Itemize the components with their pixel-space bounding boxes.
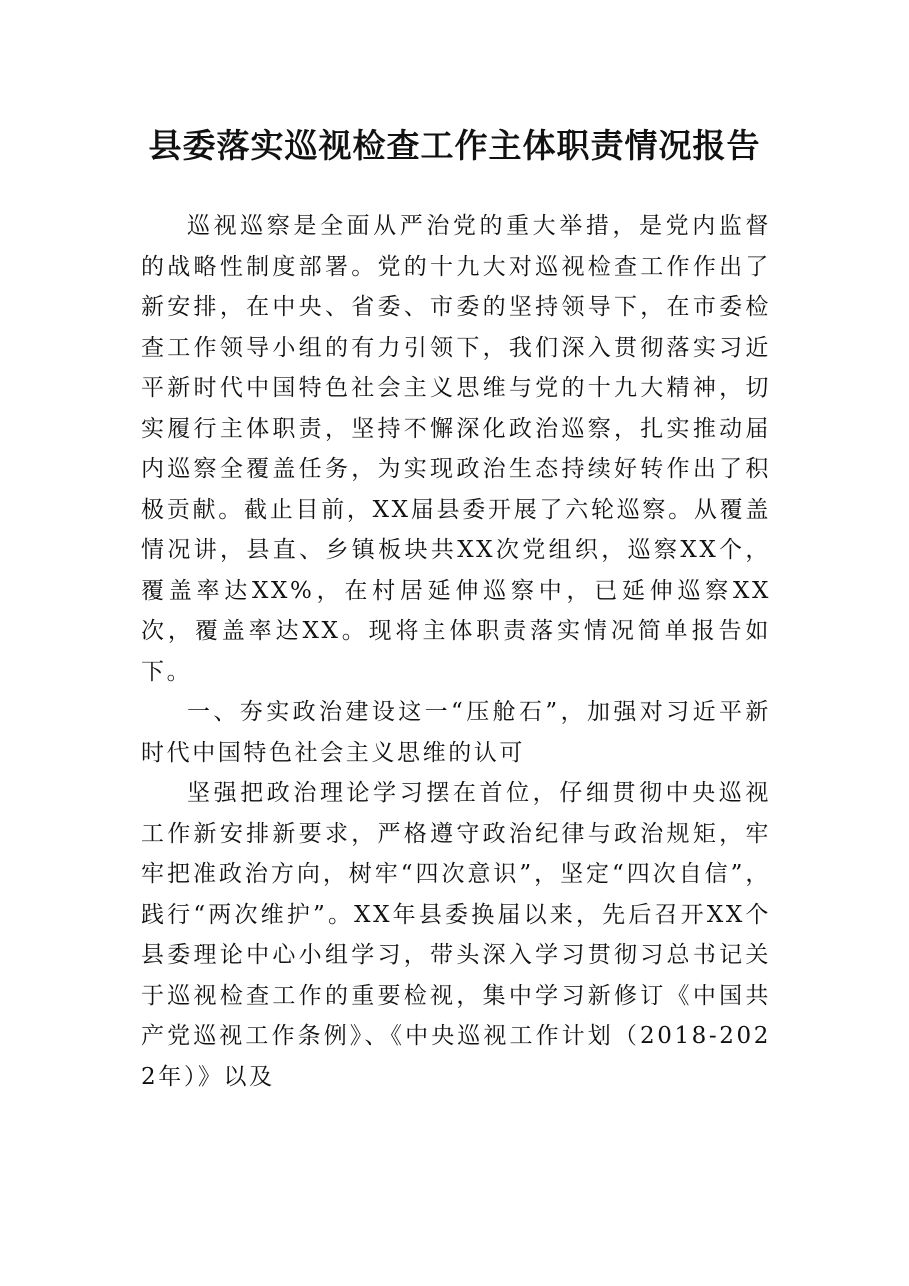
paragraph-section-1: 坚强把政治理论学习摆在首位，仔细贯彻中央巡视工作新安排新要求，严格遵守政治纪律与政治规矩，牢牢把准政治方向，树牢“四次意识”，坚定“四次自信”，践行“两次维护”。XX年县委换届以来，先后召开XX个县委理论中心小组学习，带头深入学习贯彻习总书记关于巡视检查工作的重要检视，集中学习新修订《中国共产党巡视工作条例》、《中央巡视工作计划（2018-2022年）》以及 xyxy=(141,780,771,1090)
paragraph-intro: 巡视巡察是全面从严治党的重大举措，是党内监督的战略性制度部署。党的十九大对巡视检查工作作出了新安排，在中央、省委、市委的坚持领导下，在市委检查工作领导小组的有力引领下，我们深入贯彻落实习近平新时代中国特色社会主义思维与党的十九大精神，切实履行主体职责，坚持不懈深化政治巡察，扎实推动届内巡察全覆盖任务，为实现政治生态持续好转作出了积极贡献。截止目前，XX届县委开展了六轮巡察。从覆盖情况讲，县直、乡镇板块共XX次党组织，巡察XX个，覆盖率达XX%，在村居延伸巡察中，已延伸巡察XX次，覆盖率达XX。现将主体职责落实情况简单报告如下。 xyxy=(141,213,771,685)
section-heading-1: 一、夯实政治建设这一“压舱石”，加强对习近平新时代中国特色社会主义思维的认可 xyxy=(141,699,771,766)
document-title: 县委落实巡视检查工作主体职责情况报告 xyxy=(148,126,761,165)
document-body xyxy=(141,206,771,1097)
